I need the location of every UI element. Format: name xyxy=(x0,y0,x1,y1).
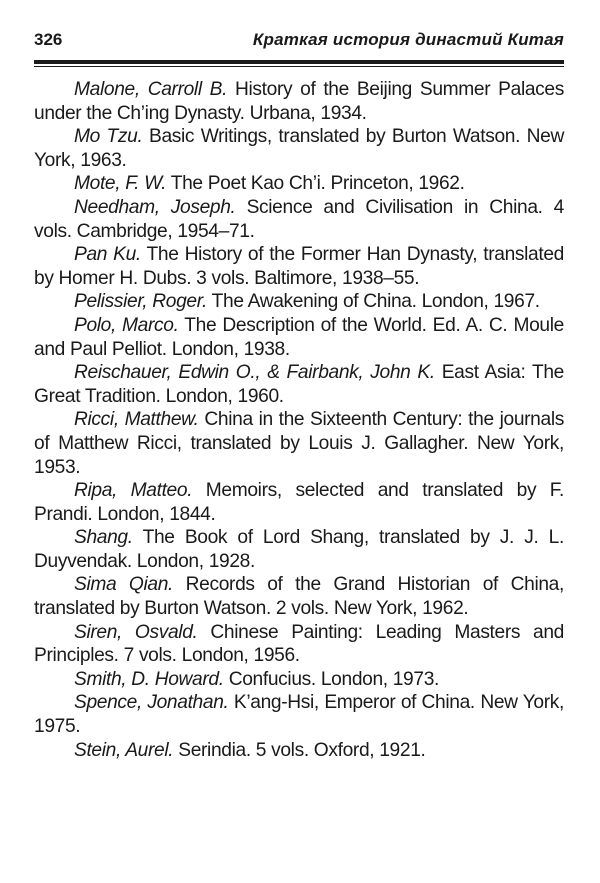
bibliography-entry xyxy=(34,526,564,573)
entry-author: Pan Ku. xyxy=(74,244,141,266)
entry-text: K’ang-Hsi, Emperor of China. New York, 1975. xyxy=(34,692,564,738)
entry-author: Needham, Joseph. xyxy=(74,196,236,218)
entry-text: The History of the Former Han Dynasty, translated by Homer H. Dubs. 3 vols. Baltimore, 1938–55. xyxy=(34,244,564,289)
entry-text: The Awakening of China. London, 1967. xyxy=(207,291,540,313)
bibliography-entry xyxy=(34,361,564,408)
entry-text: Science and Civilisation in China. 4 vols. Cambridge, 1954–71. xyxy=(34,196,564,242)
entry-author: Smith, D. Howard. xyxy=(74,668,224,690)
bibliography-entry xyxy=(34,691,564,738)
header-rule-thin xyxy=(34,66,564,67)
bibliography-entry xyxy=(34,78,564,125)
bibliography-entry xyxy=(34,668,564,692)
entry-text: The Description of the World. Ed. A. C. Moule and Paul Pelliot. London, 1938. xyxy=(34,314,564,360)
bibliography-entry xyxy=(34,243,564,290)
entry-text: History of the Beijing Summer Palaces under the Ch’ing Dynasty. Urbana, 1934. xyxy=(34,79,564,124)
bibliography-entry xyxy=(34,573,564,620)
entry-author: Reischauer, Edwin O., & Fairbank, John K. xyxy=(74,362,435,384)
entry-text: The Poet Kao Ch’i. Princeton, 1962. xyxy=(166,173,465,195)
entry-text: China in the Sixteenth Century: the journals of Matthew Ricci, translated by Louis J. Gallagher. New York, 1953. xyxy=(34,409,564,478)
entry-text: Serindia. 5 vols. Oxford, 1921. xyxy=(173,739,426,761)
bibliography-entry xyxy=(34,479,564,526)
entry-text: East Asia: The Great Tradition. London, 1960. xyxy=(34,362,565,407)
entry-author: Spence, Jonathan. xyxy=(74,692,229,714)
entry-author: Polo, Marco. xyxy=(74,314,179,336)
bibliography-entry xyxy=(34,621,564,668)
bibliography-entry xyxy=(34,739,564,763)
entry-author: Stein, Aurel. xyxy=(74,739,174,761)
page-number: 326 xyxy=(34,30,63,49)
running-title: Краткая история династий Китая xyxy=(252,30,564,49)
entry-author: Malone, Carroll B. xyxy=(74,79,228,100)
entry-text: Confucius. London, 1973. xyxy=(223,668,440,690)
bibliography-entry xyxy=(34,314,564,361)
entry-author: Ripa, Matteo. xyxy=(74,480,193,502)
entry-author: Shang. xyxy=(74,527,133,549)
entry-text: Basic Writings, translated by Burton Watson. New York, 1963. xyxy=(34,126,564,171)
entry-author: Ricci, Matthew. xyxy=(74,409,199,431)
entry-author: Mo Tzu. xyxy=(74,126,143,148)
entry-author: Sima Qian. xyxy=(74,574,174,596)
bibliography-entry xyxy=(34,172,564,196)
entry-author: Siren, Osvald. xyxy=(74,621,198,643)
entry-author: Pelissier, Roger. xyxy=(74,291,208,313)
bibliography-entry xyxy=(34,125,564,172)
entry-text: Chinese Painting: Leading Masters and Principles. 7 vols. London, 1956. xyxy=(34,621,564,667)
entry-text: Records of the Grand Historian of China, translated by Burton Watson. 2 vols. New York, 1962. xyxy=(34,574,564,620)
bibliography-entry xyxy=(34,196,564,243)
running-head xyxy=(34,30,564,54)
bibliography-entry xyxy=(34,408,564,479)
bibliography-list xyxy=(34,78,564,762)
entry-author: Mote, F. W. xyxy=(74,173,167,195)
entry-text: Memoirs, selected and translated by F. Prandi. London, 1844. xyxy=(34,480,564,525)
entry-text: The Book of Lord Shang, translated by J. J. L. Duyvendak. London, 1928. xyxy=(34,527,564,572)
header-rule xyxy=(34,60,564,64)
bibliography-entry xyxy=(34,290,564,314)
